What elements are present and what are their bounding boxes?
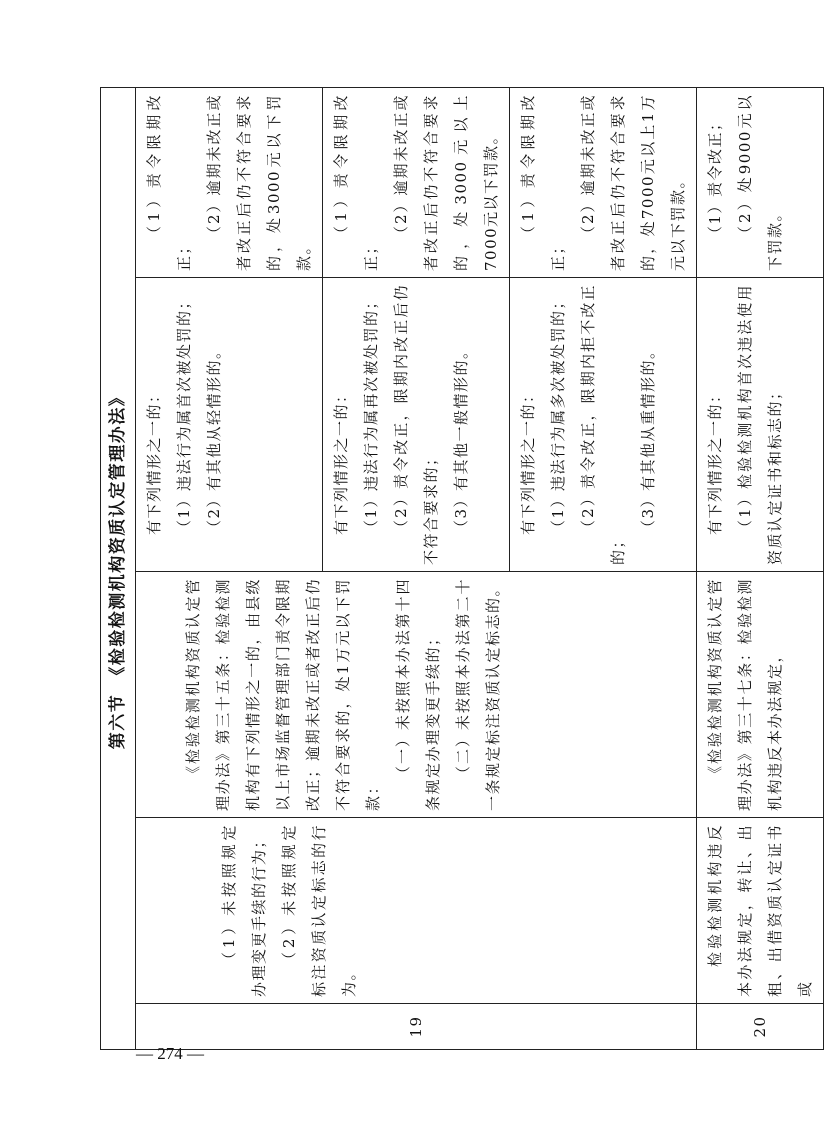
basis-cell — [697, 572, 824, 818]
behavior-text: （1）未按照规定办理变更手续的行为； — [220, 824, 268, 997]
condition-text: 有下列情形之一的： — [332, 386, 350, 535]
penalty-text: （1）责令改正； — [706, 114, 724, 241]
behavior-text: （2）未按照规定标注资质认定标志的行为。 — [280, 824, 358, 997]
condition-text: （1）违法行为属多次被处罚的； — [549, 292, 567, 535]
condition-text: 有下列情形之一的： — [145, 386, 163, 535]
condition-text: （1）违法行为属再次被处罚的； — [362, 292, 380, 535]
penalty-cell — [136, 88, 323, 278]
condition-text: （3）有其他从重情形的。 — [639, 342, 657, 535]
row-number: 19 — [136, 1004, 697, 1050]
penalty-text: （1）责令限期改正； — [145, 94, 193, 271]
basis-text: 《检验检测机构资质认定管理办法》第三十五条：检验检测机构有下列情形之一的，由县级以上市场监督管理部门责令限期改正；逾期未改正或者改正后仍不符合要求的，处1万元以下罚款： — [184, 578, 382, 811]
penalty-cell — [323, 88, 510, 278]
penalty-table — [100, 87, 824, 1050]
penalty-text: （2）处9000元以下罚款。 — [736, 94, 784, 271]
penalty-text: （1）责令限期改正； — [519, 94, 567, 271]
table-row — [136, 88, 323, 1050]
condition-text: 有下列情形之一的： — [706, 386, 724, 535]
condition-text: 有下列情形之一的： — [519, 386, 537, 535]
behavior-cell — [136, 818, 697, 1004]
basis-text: （二）未按照本办法第二十一条规定标注资质认定标志的。 — [454, 578, 502, 811]
section-title: 第六节 《检验检测机构资质认定管理办法》 — [101, 88, 136, 1050]
condition-cell — [323, 278, 510, 572]
behavior-text: 检验检测机构违反本办法规定，转让、出租、出借资质认定证书或 — [706, 824, 814, 997]
penalty-text: （1）责令限期改正； — [332, 94, 380, 271]
penalty-text: （2）逾期未改正或者改正后仍不符合要求的，处7000元以上1万元以下罚款。 — [579, 94, 687, 271]
table-row — [697, 88, 824, 1050]
basis-text: 《检验检测机构资质认定管理办法》第三十七条：检验检测机构违反本办法规定， — [706, 578, 784, 811]
condition-cell — [697, 278, 824, 572]
condition-cell — [136, 278, 323, 572]
basis-text: （一）未按照本办法第十四条规定办理变更手续的； — [394, 578, 442, 811]
condition-text: （2）有其他从轻情形的。 — [205, 342, 223, 535]
row-number: 20 — [697, 1004, 824, 1050]
condition-text: （3）有其他一般情形的。 — [452, 342, 470, 535]
page-number: — 274 — — [136, 1044, 204, 1063]
penalty-cell — [510, 88, 697, 278]
condition-text: （1）检验检测机构首次违法使用资质认定证书和标志的； — [736, 284, 784, 565]
condition-text: （2）责令改正，限期内拒不改正的； — [579, 284, 627, 565]
rotated-page-content — [100, 88, 814, 1050]
behavior-cell — [697, 818, 824, 1004]
penalty-text: （2）逾期未改正或者改正后仍不符合要求的，处3000元以上7000元以下罚款。 — [392, 94, 500, 271]
basis-cell — [136, 572, 697, 818]
penalty-cell — [697, 88, 824, 278]
condition-text: （2）责令改正，限期内改正后仍不符合要求的； — [392, 284, 440, 565]
condition-text: （1）违法行为属首次被处罚的； — [175, 292, 193, 535]
penalty-text: （2）逾期未改正或者改正后仍不符合要求的，处3000元以下罚款。 — [205, 94, 313, 271]
condition-cell — [510, 278, 697, 572]
